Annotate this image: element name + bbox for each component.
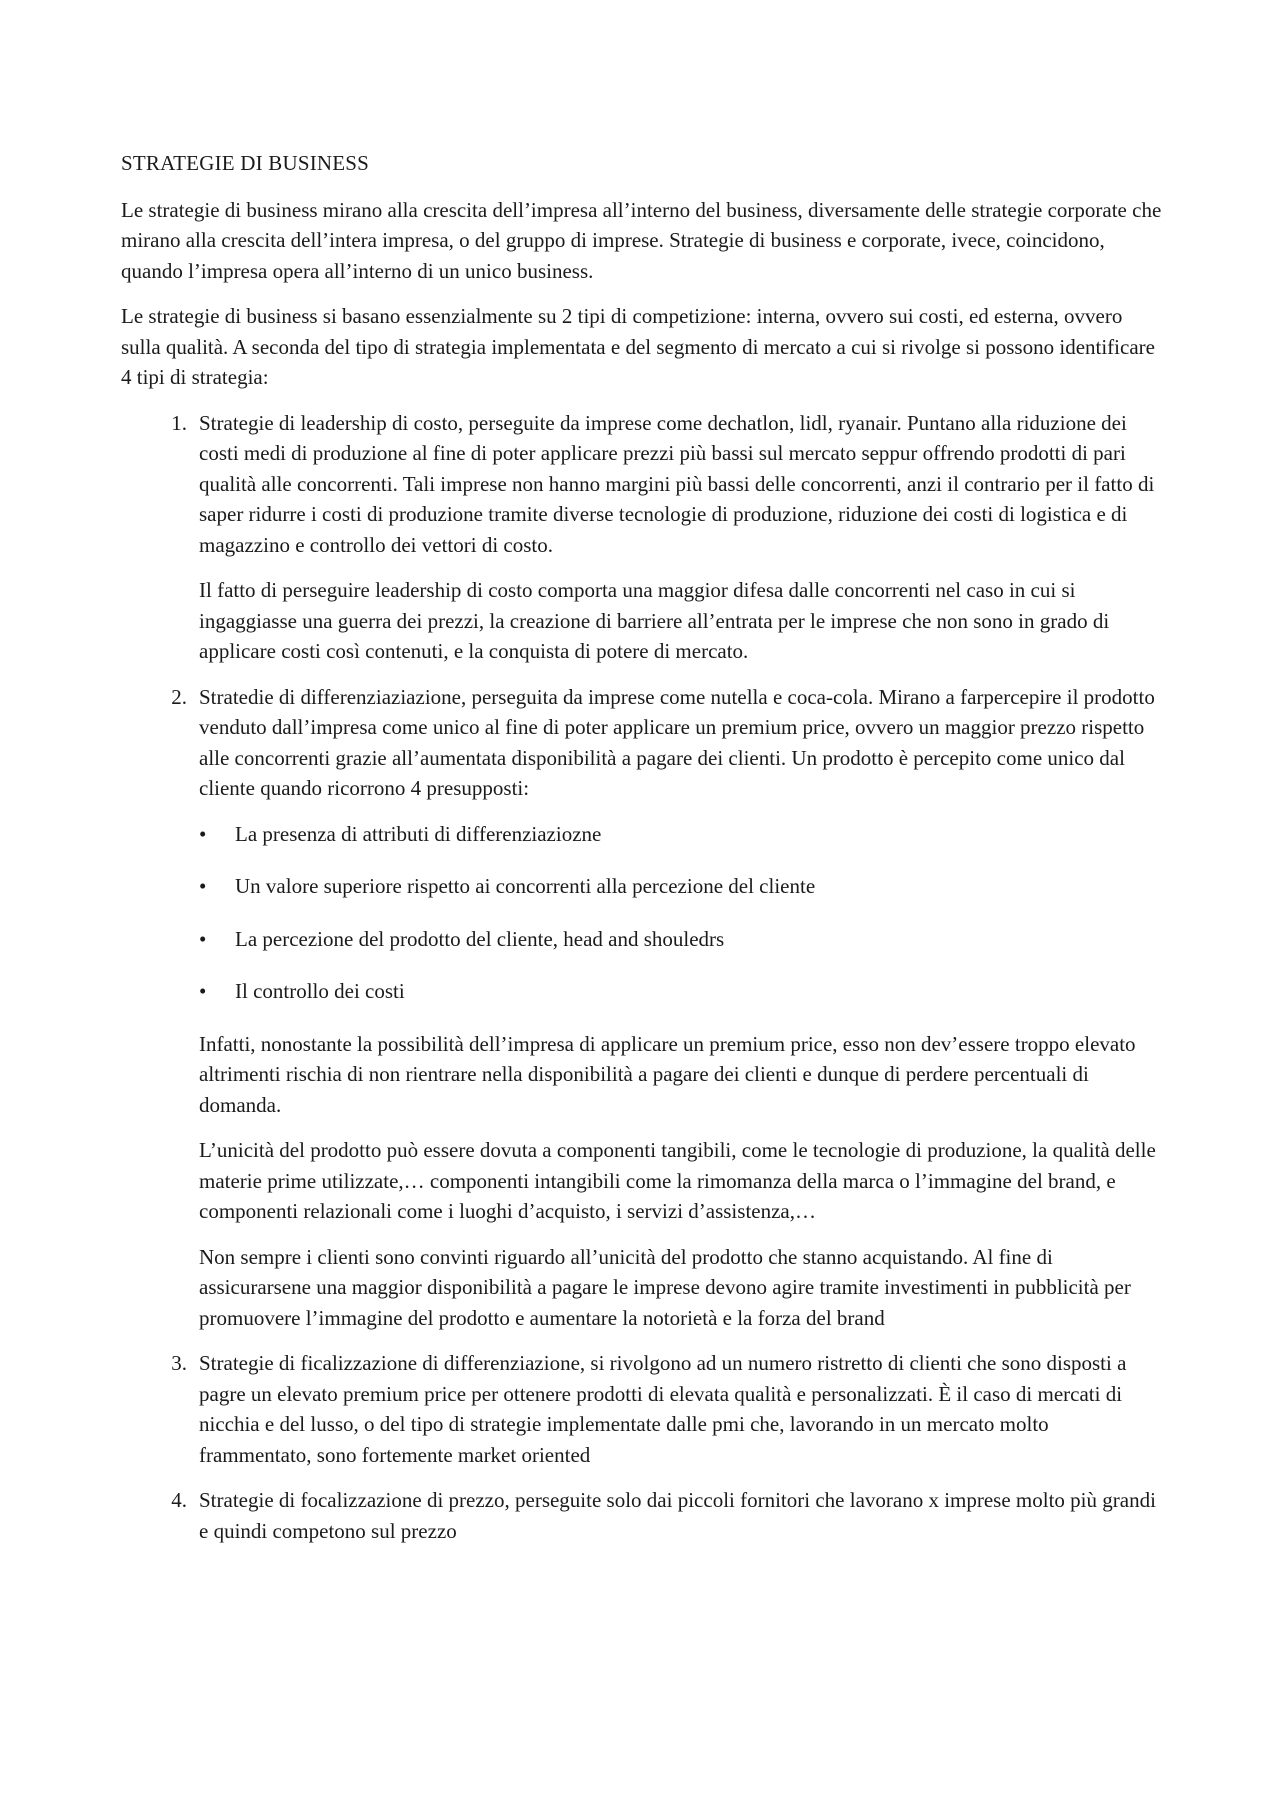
item-text: Strategie di leadership di costo, perseguite da imprese come dechatlon, lidl, ryanair. Puntano alla riduzione dei costi medi di produzione al fine di poter applicare prezzi più bassi sul mercato seppur offrendo prodotti di pari qualità alle concorrenti. Tali imprese non hanno margini più bassi delle concorrenti, anzi il contrario per il fatto di saper ridurre i costi di produzione tramite diverse tecnologie di produzione, riduzione dei costi di logistica e di magazzino e controllo dei vettori di costo. [199,410,1155,557]
item-subparagraph: Non sempre i clienti sono convinti riguardo all’unicità del prodotto che stanno acquistando. Al fine di assicurarsene una maggior disponibilità a pagare le imprese devono agire tramite investimenti in pubblicità per promuovere l’immagine del prodotto e aumentare la notorietà e la forza del brand [199,1244,1131,1330]
bullet-text: Il controllo dei costi [235,979,405,1003]
bullet-item [199,819,1166,850]
intro-paragraph-2: Le strategie di business si basano essenzialmente su 2 tipi di competizione: interna, ovvero sui costi, ed esterna, ovvero sulla qualità. A seconda del tipo di strategia implementata e del segmento di mercato a cui si rivolge si possono identificare 4 tipi di strategia: [121,304,1155,389]
item-number: 2. [171,684,187,709]
intro-paragraph-1: Le strategie di business mirano alla crescita dell’impresa all’interno del business, diversamente delle strategie corporate che mirano alla crescita dell’intera impresa, o del gruppo di imprese. Strategie di business e corporate, ivece, coincidono, quando l’impresa opera all’interno di un unico business. [121,197,1162,283]
item-subparagraph: Il fatto di perseguire leadership di costo comporta una maggior difesa dalle concorrenti nel caso in cui si ingaggiasse una guerra dei prezzi, la creazione di barriere all’entrata per le imprese che non sono in grado di applicare costi così contenuti, e la conquista di potere di mercato. [199,578,1110,663]
strategy-item-4 [121,1485,1166,1546]
bullet-icon: • [199,979,207,1003]
strategy-item-3 [121,1348,1166,1470]
item-number: 3. [171,1351,187,1375]
bullet-text: La percezione del prodotto del cliente, head and shouledrs [235,926,725,951]
bullet-icon: • [199,874,207,898]
strategy-item-1 [121,408,1166,667]
item-text: Stratedie di differenziaziazione, perseguita da imprese come nutella e coca-cola. Mirano a farpercepire il prodotto venduto dall’impresa come unico al fine di poter applicare un premium price, ovvero un maggior prezzo rispetto alle concorrenti grazie all’aumentata disponibilità a pagare dei clienti. Un prodotto è percepito come unico dal cliente quando ricorrono 4 presupposti: [199,684,1155,800]
strategy-list [121,408,1166,1547]
presupposti-list [199,819,1166,1007]
item-text: Strategie di focalizzazione di prezzo, perseguite solo dai piccoli fornitori che lavorano x imprese molto più grandi e quindi competono sul prezzo [199,1488,1156,1543]
bullet-item [199,871,1166,902]
bullet-item [199,924,1166,955]
item-subparagraph: Infatti, nonostante la possibilità dell’impresa di applicare un premium price, esso non dev’essere troppo elevato altrimenti rischia di non rientrare nella disponibilità a pagare dei clienti e dunque di perdere percentuali di domanda. [199,1031,1136,1117]
strategy-item-2 [121,682,1166,1334]
document-title: STRATEGIE DI BUSINESS [121,151,370,175]
bullet-item [199,976,1166,1007]
bullet-text: La presenza di attributi di differenziaziozne [235,821,602,846]
bullet-text: Un valore superiore rispetto ai concorrenti alla percezione del cliente [235,874,816,898]
item-text: Strategie di ficalizzazione di differenziazione, si rivolgono ad un numero ristretto di clienti che sono disposti a pagre un elevato premium price per ottenere prodotti di elevata qualità e personalizzati. È il caso di mercati di nicchia e del lusso, o del tipo di strategie implementate dalle pmi che, lavorando in un mercato molto frammentato, sono fortemente market oriented [199,1351,1127,1467]
bullet-icon: • [199,821,207,846]
item-number: 1. [171,410,187,435]
item-subparagraph: L’unicità del prodotto può essere dovuta a componenti tangibili, come le tecnologie di produzione, la qualità delle materie prime utilizzate,… componenti intangibili come la rimomanza della marca o l’immagine del brand, e componenti relazionali come i luoghi d’acquisto, i servizi d’assistenza,… [199,1138,1156,1223]
document-body [121,148,1166,1561]
bullet-icon: • [199,926,207,951]
item-number: 4. [171,1488,187,1512]
